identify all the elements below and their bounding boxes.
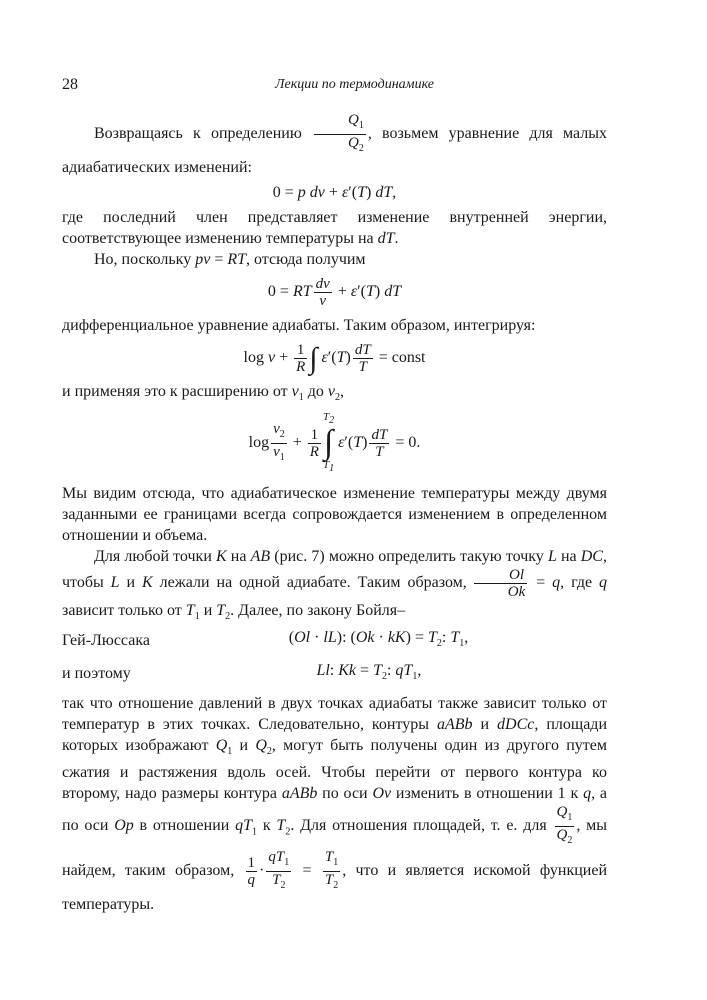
paragraph: Возвращаясь к определению $\frac{Q_1}{Q_2}$ , возьмем уравнение для малых адиабатических изменений: [62,112,608,176]
running-title: Лекции по термодинамике [275,77,434,92]
paragraph: и применяя это к расширению от $v_1$ до $v_2$, [62,383,345,404]
equation: 0 = RT $\frac{dv}{v}$ + ε′(T) dT [267,276,402,309]
page-header [62,76,607,96]
equation-row: и поэтому Ll: $Kk = T_2$: $qT_1$, [62,661,422,683]
paragraph: так что отношение давлений в двух точках адиабаты также зависит только от температур в этих точках. Следовательно, контуры aABb и dDCc, площади которых изображают $Q_1$ и $Q_2$, могут быть получены один из другого путем сжатия и растяжения вдоль осей. Чтобы перейти от первого контура ко второму, надо размеры контура aABb по оси Ov изменить в отношении 1 к q, а по оси Op в отношении $qT_1$ к $T_2$. Для отношения площадей, т. е. для $\frac{Q_1}{Q_2}$ , мы найдем, таким образом, $\frac{1}{q}$ · $\frac{qT_1}{T_2}$ = $\frac{T_1}{T_2}$ , что и является искомой функцией температуры. [62,695,608,914]
page-number: 28 [62,76,78,93]
paragraph: где последний член представляет изменение внутренней энергии, соответствующее изменению температуры на dT. [62,209,607,247]
equation: 0 = p dv + ε′(T) dT, [272,184,397,201]
page-body [62,112,607,915]
equation-row: Гей-Люссака (Ol · lL): $(Ok \cdot kK) = T_2$: $T_1$, [62,628,469,649]
paragraph: Но, поскольку pv = RT, отсюда получим [94,251,366,268]
paragraph: дифференциальное уравнение адиабаты. Таким образом, интегрируя: [62,317,536,334]
paragraph: Мы видим отсюда, что адиабатическое изменение температуры между двумя заданными ее границами всегда сопровождается изменением в определенном отношении и объема. [62,484,607,544]
equation: log $\frac{v_2}{v_1}$ + $\frac{1}{R}$ $T_2$ ∫ $T_1$ ε′(T) $\frac{dT}{T}$ = 0. [248,411,421,475]
equation: log v + $\frac{1}{R}$ ∫ ε′(T) $\frac{dT}{T}$ = const [243,342,426,375]
paragraph: Для любой точки K на AB (рис. 7) можно определить такую точку L на DC, чтобы L и K лежали на одной адиабате. Таким образом, $\frac{Ol}{Ok}$ = q, где q зависит только от $T_1$ и $T_2$. Далее, по закону Бойля– [62,547,608,622]
